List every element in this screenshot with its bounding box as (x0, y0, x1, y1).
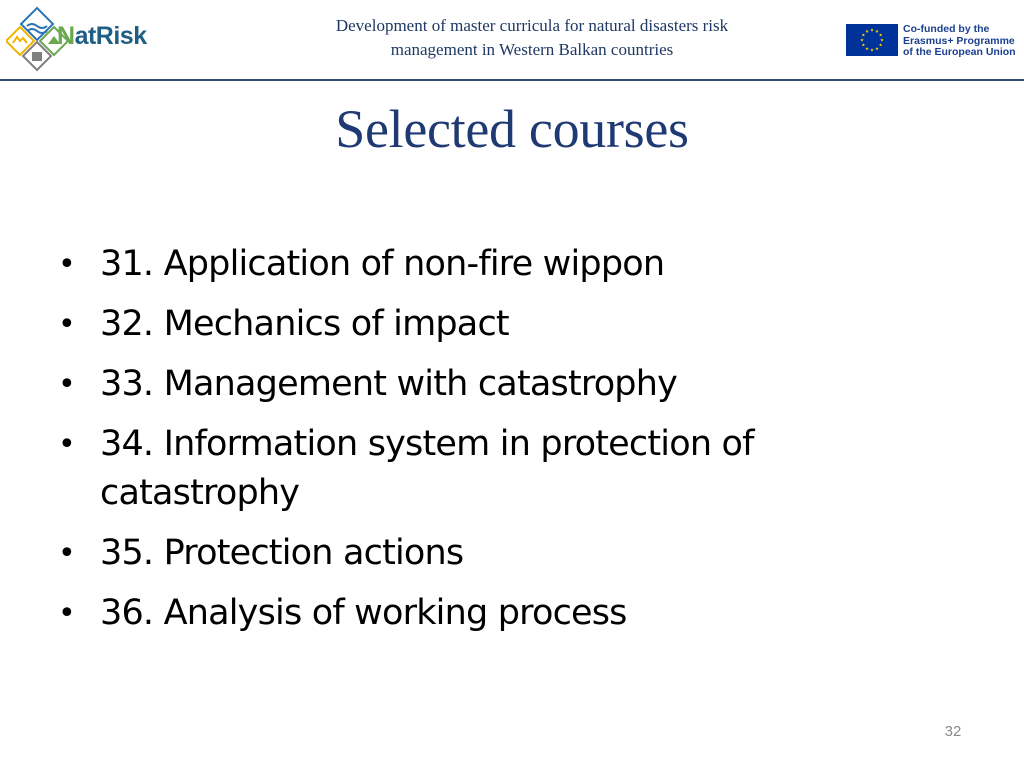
bullet-icon: • (58, 427, 75, 462)
natrisk-logo-text (57, 22, 147, 51)
list-item (56, 300, 956, 349)
eu-text-line1: Co-funded by the (903, 23, 990, 35)
eu-text-line2: Erasmus+ Programme (903, 34, 1015, 47)
course-text: 33. Management with catastrophy (100, 364, 678, 404)
course-text: 32. Mechanics of impact (100, 304, 509, 344)
list-item (56, 420, 860, 518)
course-text: 35. Protection actions (100, 533, 464, 573)
list-item (56, 589, 956, 638)
bullet-icon: • (58, 596, 75, 631)
project-title (262, 14, 802, 62)
logo-text-n: N (57, 22, 75, 50)
eu-flag-icon (846, 24, 898, 56)
slide-title: Selected courses (335, 99, 689, 159)
bullet-icon: • (58, 367, 75, 402)
list-item (56, 360, 956, 409)
bullet-icon: • (58, 247, 75, 282)
course-text: 31. Application of non-fire wippon (100, 244, 665, 284)
natrisk-logo (6, 6, 166, 72)
project-title-line2: management in Western Balkan countries (390, 40, 674, 59)
header-divider (0, 79, 1024, 81)
list-item (56, 529, 956, 578)
course-text: 36. Analysis of working process (100, 593, 627, 633)
bullet-icon: • (58, 536, 75, 571)
course-list (56, 240, 956, 649)
eu-cofunded-text (903, 24, 1019, 59)
logo-text-rest: atRisk (74, 22, 147, 50)
page-number: 32 (944, 723, 962, 740)
bullet-icon: • (58, 307, 75, 342)
course-text: 34. Information system in protection of catastrophy (100, 424, 754, 513)
list-item (56, 240, 956, 289)
eu-text-line3: of the European Union (903, 46, 1016, 58)
project-title-line1: Development of master curricula for natural disasters risk (335, 16, 729, 35)
